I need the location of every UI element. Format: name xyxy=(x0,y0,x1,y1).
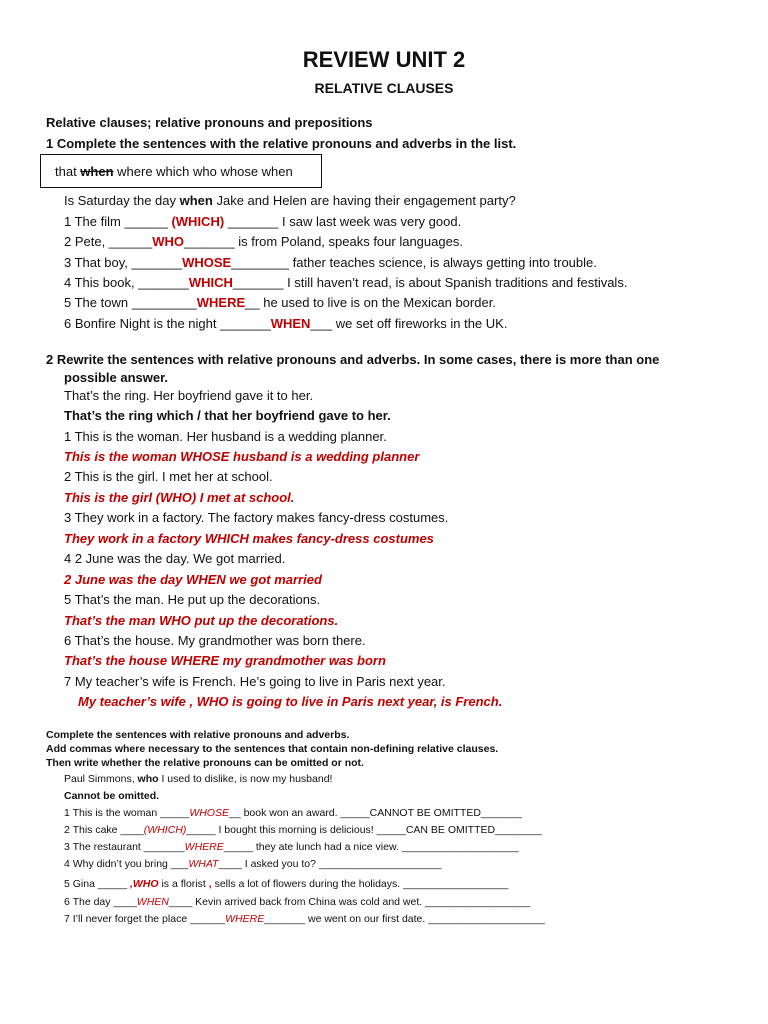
section1-item xyxy=(64,214,461,229)
section1-heading-b: 1 Complete the sentences with the relative pronouns and adverbs in the list. xyxy=(46,136,517,151)
section2-question: 4 2 June was the day. We got married. xyxy=(64,551,286,566)
example-answer: when xyxy=(179,193,213,208)
section2-heading-b: possible answer. xyxy=(64,370,169,385)
word-list-post: where which who whose when xyxy=(113,164,293,179)
section3-item xyxy=(64,913,545,925)
item-answer-comma: , xyxy=(208,878,212,890)
item-text: 2 Pete, ______ xyxy=(64,234,153,249)
section2-example-answer: That’s the ring which / that her boyfriend gave to her. xyxy=(64,408,391,423)
item-answer: WHICH xyxy=(188,275,233,290)
item-answer: WHERE xyxy=(184,841,224,853)
page-subtitle: RELATIVE CLAUSES xyxy=(314,80,454,96)
item-text: 5 Gina _____ xyxy=(64,878,130,890)
example-text: Paul Simmons, xyxy=(64,773,138,785)
section3-heading-c: Then write whether the relative pronouns can be omitted or not. xyxy=(46,757,364,769)
word-list-struck-word: when xyxy=(80,164,114,179)
example-text: Is Saturday the day xyxy=(64,193,180,208)
item-text: __ he used to live is on the Mexican border. xyxy=(245,295,496,310)
item-answer: WHERE xyxy=(225,913,265,925)
section1-item xyxy=(64,316,507,331)
example-text: Jake and Helen are having their engagement party? xyxy=(212,193,516,208)
section2-answer: This is the woman WHOSE husband is a wedding planner xyxy=(64,449,420,464)
section2-answer: This is the girl (WHO) I met at school. xyxy=(64,490,295,505)
word-list-pre: that xyxy=(55,164,81,179)
section3-example xyxy=(64,773,332,785)
item-answer: ,WHO xyxy=(129,878,159,890)
word-list xyxy=(55,164,293,179)
section2-heading-a: 2 Rewrite the sentences with relative pronouns and adverbs. In some cases, there is more than one xyxy=(46,352,660,367)
section2-answer: That’s the man WHO put up the decorations. xyxy=(64,613,339,628)
item-text: ________ father teaches science, is always getting into trouble. xyxy=(231,255,597,270)
section1-item xyxy=(64,295,496,310)
item-text: 4 This book, _______ xyxy=(64,275,189,290)
item-answer: (WHICH) xyxy=(143,824,187,836)
item-text: _______ is from Poland, speaks four languages. xyxy=(183,234,463,249)
section2-answer: They work in a factory WHICH makes fancy-dress costumes xyxy=(64,531,434,546)
item-text: _______ I still haven’t read, is about Spanish traditions and festivals. xyxy=(232,275,628,290)
item-text: ____ I asked you to? _____________________ xyxy=(218,858,442,870)
item-text: 3 That boy, _______ xyxy=(64,255,183,270)
page-title: REVIEW UNIT 2 xyxy=(302,47,466,72)
item-answer: (WHICH) xyxy=(171,214,225,229)
section3-item xyxy=(64,841,519,853)
item-text: _______ I saw last week was very good. xyxy=(224,214,462,229)
example-text: I used to dislike, is now my husband! xyxy=(158,773,333,785)
item-text: __ book won an award. _____CANNOT BE OMITTED_______ xyxy=(228,807,522,819)
section2-question: 2 This is the girl. I met her at school. xyxy=(64,469,273,484)
section3-item xyxy=(64,878,508,890)
example-answer: who xyxy=(137,773,159,785)
item-text: 3 The restaurant _______ xyxy=(64,841,185,853)
item-answer: WHOSE xyxy=(189,807,229,819)
item-text: sells a lot of flowers during the holidays. __________________ xyxy=(211,878,509,890)
item-text: 1 The film ______ xyxy=(64,214,172,229)
item-answer: WHO xyxy=(152,234,184,249)
item-text: 2 This cake ____ xyxy=(64,824,144,836)
item-text: 1 This is the woman _____ xyxy=(64,807,190,819)
section2-question: 1 This is the woman. Her husband is a wedding planner. xyxy=(64,429,387,444)
item-text: 5 The town _________ xyxy=(64,295,197,310)
item-text: ____ Kevin arrived back from China was cold and wet. __________________ xyxy=(168,896,531,908)
section1-item xyxy=(64,255,597,270)
section2-example-question: That’s the ring. Her boyfriend gave it to her. xyxy=(64,388,314,403)
section3-item xyxy=(64,824,542,836)
item-text: ___ we set off fireworks in the UK. xyxy=(310,316,508,331)
item-answer: WHERE xyxy=(196,295,246,310)
section1-item xyxy=(64,234,463,249)
section2-answer: 2 June was the day WHEN we got married xyxy=(64,572,322,587)
section1-item xyxy=(64,275,627,290)
section2-question: 7 My teacher’s wife is French. He’s going to live in Paris next year. xyxy=(64,674,446,689)
section2-question: 6 That’s the house. My grandmother was born there. xyxy=(64,633,366,648)
section2-answer: My teacher’s wife , WHO is going to live in Paris next year, is French. xyxy=(78,694,503,709)
item-text: _____ they ate lunch had a nice view. ____________________ xyxy=(223,841,519,853)
item-text: _______ we went on our first date. ____________________ xyxy=(264,913,546,925)
word-list-box xyxy=(40,154,322,188)
item-answer: WHEN xyxy=(270,316,311,331)
section3-heading-a: Complete the sentences with relative pronouns and adverbs. xyxy=(46,729,350,741)
section1-example xyxy=(64,193,516,208)
section2-answer: That’s the house WHERE my grandmother was born xyxy=(64,653,386,668)
item-answer: WHOSE xyxy=(182,255,232,270)
section3-item xyxy=(64,896,530,908)
section2-question: 3 They work in a factory. The factory makes fancy-dress costumes. xyxy=(64,510,449,525)
section3-item xyxy=(64,807,522,819)
item-text: 4 Why didn’t you bring ___ xyxy=(64,858,189,870)
item-text: 6 Bonfire Night is the night _______ xyxy=(64,316,271,331)
item-text: 6 The day ____ xyxy=(64,896,137,908)
section3-heading-b: Add commas where necessary to the sentences that contain non-defining relative clauses. xyxy=(46,743,499,755)
item-answer: WHEN xyxy=(136,896,169,908)
section1-heading-a: Relative clauses; relative pronouns and prepositions xyxy=(46,115,373,130)
item-text: _____ I bought this morning is delicious! _____CAN BE OMITTED________ xyxy=(186,824,542,836)
section3-example-note: Cannot be omitted. xyxy=(64,790,160,802)
item-answer: WHAT xyxy=(188,858,219,870)
item-text: is a florist xyxy=(158,878,209,890)
section2-question: 5 That’s the man. He put up the decorations. xyxy=(64,592,321,607)
item-text: 7 I’ll never forget the place ______ xyxy=(64,913,226,925)
section3-item xyxy=(64,858,442,870)
